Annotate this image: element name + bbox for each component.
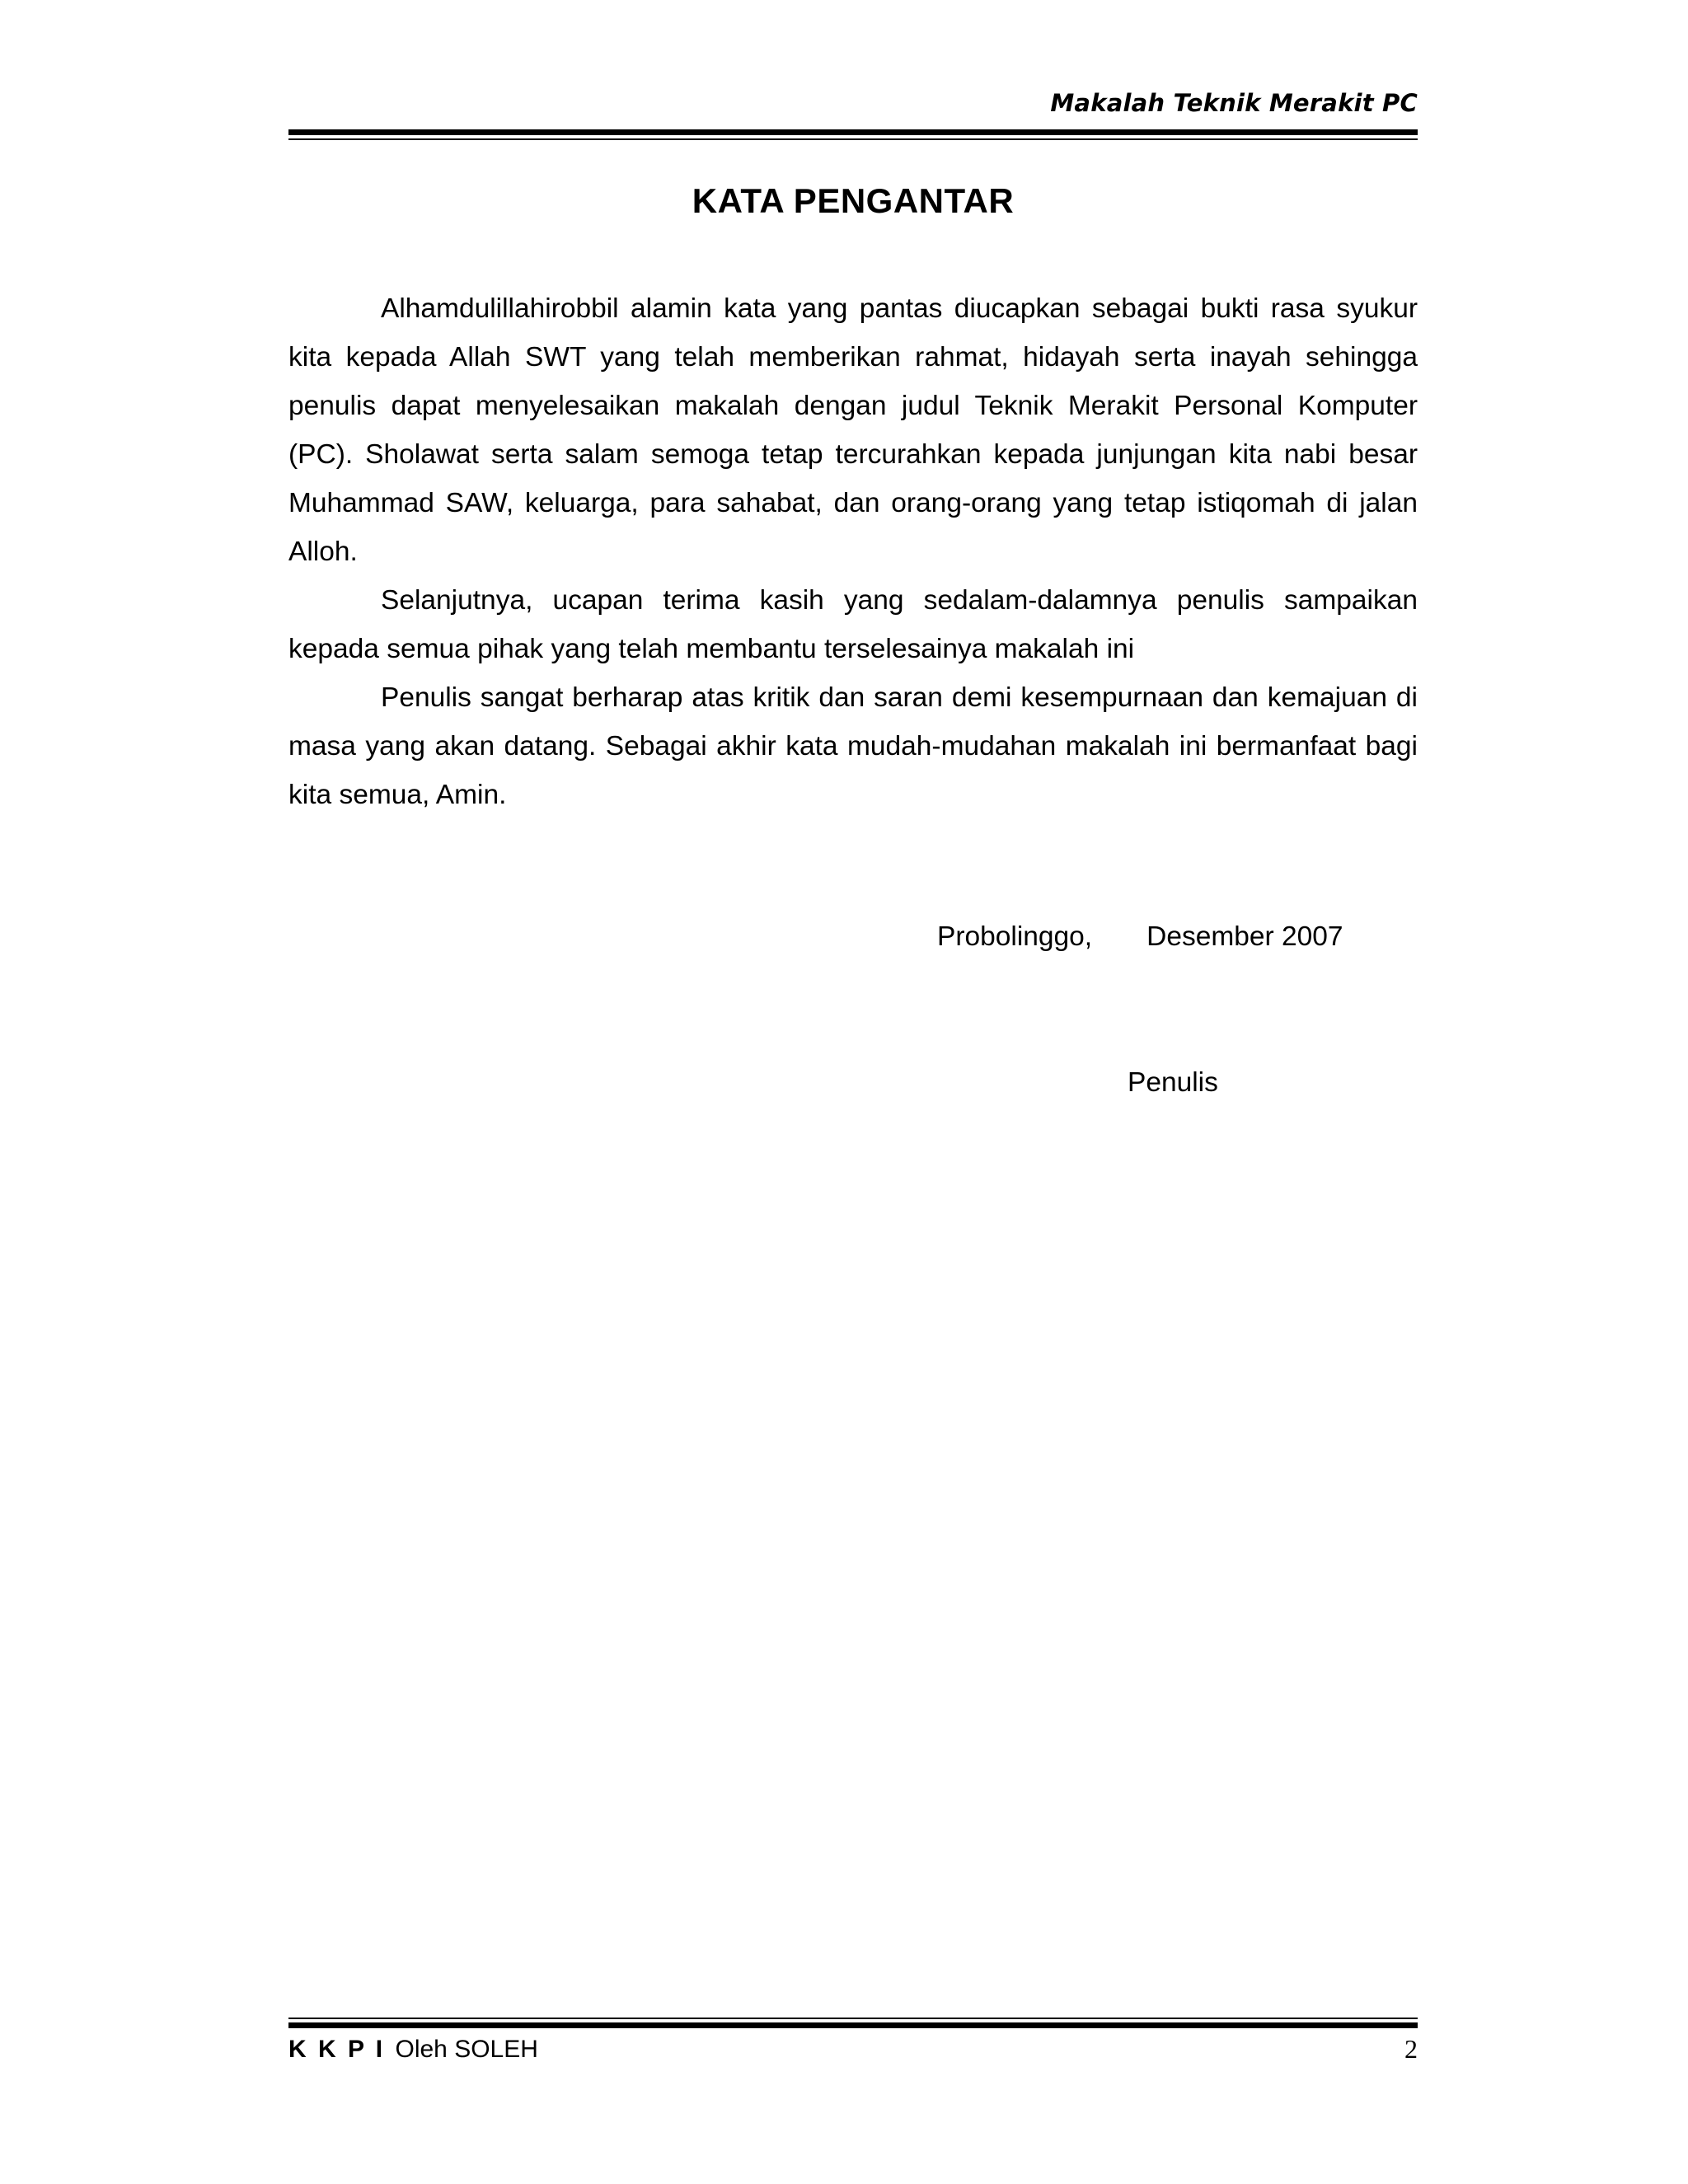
- date: Desember 2007: [1146, 921, 1343, 952]
- header-rule-thin: [288, 138, 1418, 140]
- page-number: 2: [1404, 2034, 1418, 2064]
- body-text: [288, 284, 1418, 819]
- footer-author: Oleh SOLEH: [395, 2036, 538, 2063]
- place: Probolinggo,: [937, 921, 1093, 952]
- paragraph-1: Alhamdulillahirobbil alamin kata yang pantas diucapkan sebagai bukti rasa syukur kita kepada Allah SWT yang telah memberikan rahmat, hidayah serta inayah sehingga penulis dapat menyelesaikan makalah dengan judul Teknik Merakit Personal Komputer (PC). Sholawat serta salam semoga tetap tercurahkan kepada junjungan kita nabi besar Muhammad SAW, keluarga, para sahabat, dan orang-orang yang tetap istiqomah di jalan Alloh.: [288, 293, 1418, 567]
- footer-rule-thick: [288, 2022, 1418, 2028]
- paragraph-2: Selanjutnya, ucapan terima kasih yang sedalam-dalamnya penulis sampaikan kepada semua pihak yang telah membantu terselesainya makalah ini: [288, 585, 1418, 664]
- page-title: KATA PENGANTAR: [692, 181, 1015, 220]
- running-header-title: Makalah Teknik Merakit PC: [1050, 89, 1418, 117]
- footer-rule-thin: [288, 2018, 1418, 2019]
- footer-org: K K P I: [288, 2036, 386, 2063]
- footer-credit: [288, 2036, 538, 2064]
- header-rule-thick: [288, 129, 1418, 135]
- paragraph-3: Penulis sangat berharap atas kritik dan saran demi kesempurnaan dan kemajuan di masa yang akan datang. Sebagai akhir kata mudah-mudahan makalah ini bermanfaat bagi kita semua, Amin.: [288, 682, 1418, 810]
- place-date: [937, 921, 1343, 953]
- signature: Penulis: [1128, 1067, 1218, 1098]
